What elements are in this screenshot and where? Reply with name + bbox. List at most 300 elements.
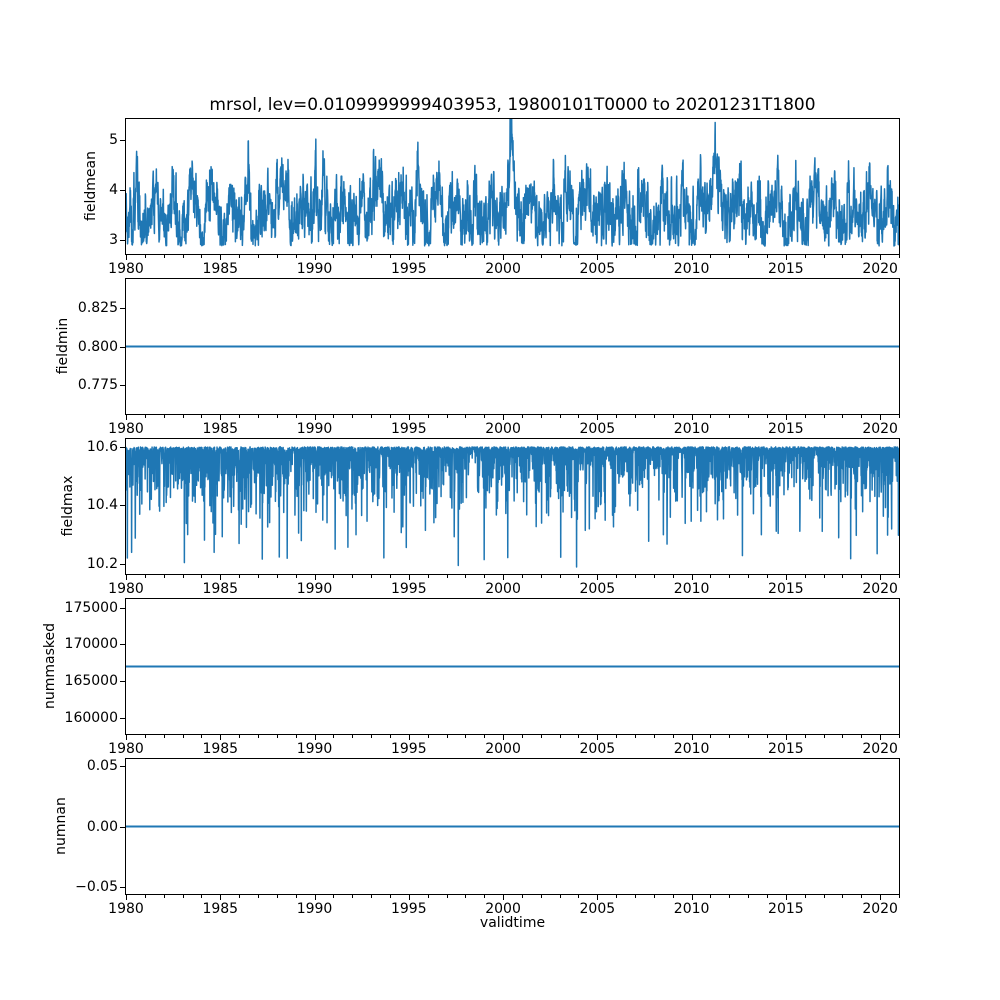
nummasked-series-line: [126, 599, 899, 734]
x-axis-minor-tick: [861, 575, 862, 578]
x-axis-minor-tick: [390, 255, 391, 258]
fieldmax-ylabel: fieldmax: [60, 475, 76, 537]
x-axis-minor-tick: [748, 735, 749, 738]
x-axis-minor-tick: [616, 895, 617, 898]
x-axis-minor-tick: [333, 415, 334, 418]
x-axis-minor-tick: [296, 575, 297, 578]
subplot-numnan-axes: [75, 757, 900, 917]
x-axis-minor-tick: [145, 575, 146, 578]
x-axis-major-tick: [315, 255, 316, 260]
y-tick-label: 170000: [64, 636, 118, 653]
x-tick-label: 2000: [485, 901, 521, 917]
y-axis-tick: [120, 718, 125, 719]
x-axis-minor-tick: [842, 415, 843, 418]
x-axis-major-tick: [315, 415, 316, 420]
x-axis-minor-tick: [541, 255, 542, 258]
x-axis-minor-tick: [352, 255, 353, 258]
x-axis-major-tick: [409, 735, 410, 740]
x-axis-major-tick: [786, 575, 787, 580]
x-axis-minor-tick: [616, 415, 617, 418]
x-axis-minor-tick: [352, 895, 353, 898]
x-axis-minor-tick: [428, 415, 429, 418]
y-tick-label: 10.6: [86, 438, 118, 455]
x-axis-minor-tick: [183, 735, 184, 738]
x-axis-minor-tick: [447, 415, 448, 418]
x-axis-minor-tick: [465, 415, 466, 418]
x-axis-minor-tick: [201, 735, 202, 738]
x-axis-minor-tick: [371, 415, 372, 418]
x-axis-major-tick: [880, 415, 881, 420]
x-axis-minor-tick: [578, 575, 579, 578]
x-tick-label: 1985: [202, 741, 239, 757]
x-axis-minor-tick: [673, 895, 674, 898]
x-tick-label: 2020: [862, 581, 898, 597]
x-axis-minor-tick: [673, 575, 674, 578]
x-axis-minor-tick: [654, 735, 655, 738]
x-tick-label: 2000: [485, 421, 521, 437]
x-axis-major-tick: [220, 255, 221, 260]
y-axis-tick: [120, 447, 125, 448]
x-axis-minor-tick: [239, 575, 240, 578]
x-axis-minor-tick: [824, 255, 825, 258]
x-axis-major-tick: [220, 735, 221, 740]
y-axis-tick: [120, 608, 125, 609]
x-axis-minor-tick: [578, 415, 579, 418]
x-axis-minor-tick: [560, 255, 561, 258]
x-axis-minor-tick: [616, 575, 617, 578]
x-axis-minor-tick: [258, 415, 259, 418]
x-axis-minor-tick: [748, 415, 749, 418]
x-tick-label: 1995: [390, 581, 427, 597]
x-axis-minor-tick: [277, 255, 278, 258]
x-axis-major-tick: [126, 575, 127, 580]
x-axis-minor-tick: [805, 895, 806, 898]
x-axis-major-tick: [692, 735, 693, 740]
x-axis-minor-tick: [522, 255, 523, 258]
x-tick-label: 2015: [768, 901, 804, 917]
x-axis-minor-tick: [390, 735, 391, 738]
y-tick-label: 0.775: [77, 376, 118, 393]
x-tick-label: 1990: [296, 261, 333, 277]
x-axis-minor-tick: [861, 415, 862, 418]
x-axis-major-tick: [220, 895, 221, 900]
x-tick-label: 1995: [390, 741, 427, 757]
x-axis-minor-tick: [447, 895, 448, 898]
x-axis-minor-tick: [899, 895, 900, 898]
x-axis-minor-tick: [277, 735, 278, 738]
y-axis-tick: [120, 140, 125, 141]
x-axis-minor-tick: [899, 255, 900, 258]
x-axis-major-tick: [315, 895, 316, 900]
x-axis-minor-tick: [635, 415, 636, 418]
x-axis-minor-tick: [842, 575, 843, 578]
x-axis-minor-tick: [277, 575, 278, 578]
x-tick-label: 2015: [768, 741, 804, 757]
x-tick-label: 1985: [202, 261, 239, 277]
x-axis-minor-tick: [654, 255, 655, 258]
y-tick-label: 5: [109, 132, 118, 148]
x-axis-major-tick: [692, 415, 693, 420]
x-tick-label: 2015: [768, 421, 804, 437]
subplot-fieldmax-axes: [86, 438, 900, 597]
x-axis-minor-tick: [277, 415, 278, 418]
x-tick-label: 2005: [579, 901, 616, 917]
x-axis-minor-tick: [428, 895, 429, 898]
x-tick-label: 2010: [673, 261, 710, 277]
x-axis-minor-tick: [824, 895, 825, 898]
x-axis-minor-tick: [465, 895, 466, 898]
x-axis-minor-tick: [767, 575, 768, 578]
x-axis-major-tick: [692, 255, 693, 260]
x-tick-label: 2005: [579, 581, 616, 597]
x-axis-major-tick: [126, 255, 127, 260]
x-tick-label: 1995: [390, 901, 427, 917]
x-axis-major-tick: [880, 735, 881, 740]
x-axis-minor-tick: [578, 895, 579, 898]
x-axis-major-tick: [597, 735, 598, 740]
x-axis-minor-tick: [296, 735, 297, 738]
x-tick-label: 2015: [768, 581, 804, 597]
fieldmin-series-line: [126, 279, 899, 414]
x-axis-major-tick: [880, 255, 881, 260]
numnan-ylabel: numnan: [53, 797, 69, 855]
x-axis-minor-tick: [842, 895, 843, 898]
subplot-fieldmin-axes: [77, 278, 900, 437]
x-axis-minor-tick: [164, 735, 165, 738]
x-tick-label: 2000: [485, 741, 521, 757]
x-axis-minor-tick: [296, 255, 297, 258]
x-axis-minor-tick: [616, 255, 617, 258]
x-axis-minor-tick: [484, 415, 485, 418]
x-axis-minor-tick: [710, 895, 711, 898]
nummasked-ylabel: nummasked: [42, 622, 58, 710]
x-axis-minor-tick: [805, 255, 806, 258]
y-axis-tick: [120, 827, 125, 828]
x-axis-major-tick: [503, 255, 504, 260]
y-axis-tick: [120, 347, 125, 348]
x-axis-minor-tick: [258, 255, 259, 258]
x-axis-minor-tick: [164, 415, 165, 418]
x-axis-minor-tick: [560, 575, 561, 578]
x-axis-major-tick: [126, 735, 127, 740]
x-axis-minor-tick: [239, 735, 240, 738]
x-axis-minor-tick: [447, 735, 448, 738]
x-axis-minor-tick: [654, 895, 655, 898]
x-tick-label: 2010: [673, 901, 710, 917]
x-axis-major-tick: [409, 575, 410, 580]
x-tick-label: 1980: [108, 901, 144, 917]
x-axis-minor-tick: [296, 895, 297, 898]
fieldmin-ylabel: fieldmin: [55, 317, 71, 375]
x-axis-minor-tick: [371, 735, 372, 738]
x-axis-minor-tick: [390, 895, 391, 898]
x-tick-label: 2015: [768, 261, 804, 277]
x-axis-minor-tick: [390, 415, 391, 418]
x-axis-major-tick: [409, 255, 410, 260]
x-axis-major-tick: [786, 895, 787, 900]
x-axis-minor-tick: [183, 255, 184, 258]
x-axis-minor-tick: [428, 735, 429, 738]
x-tick-label: 2010: [673, 741, 710, 757]
x-axis-minor-tick: [428, 255, 429, 258]
x-axis-minor-tick: [239, 255, 240, 258]
x-axis-major-tick: [597, 415, 598, 420]
x-axis-minor-tick: [352, 735, 353, 738]
x-tick-label: 1980: [108, 261, 144, 277]
x-axis-minor-tick: [484, 255, 485, 258]
numnan-series-line: [126, 759, 899, 894]
x-axis-minor-tick: [635, 575, 636, 578]
subplot-fieldmean-axes: [108, 118, 900, 277]
x-axis-minor-tick: [465, 255, 466, 258]
x-tick-label: 2020: [862, 261, 898, 277]
x-axis-minor-tick: [805, 415, 806, 418]
y-tick-label: 3: [109, 232, 118, 248]
x-axis-minor-tick: [767, 735, 768, 738]
x-axis-major-tick: [880, 895, 881, 900]
x-axis-minor-tick: [183, 575, 184, 578]
x-axis-minor-tick: [805, 575, 806, 578]
x-axis-minor-tick: [635, 255, 636, 258]
x-axis-minor-tick: [578, 255, 579, 258]
x-axis-minor-tick: [767, 895, 768, 898]
x-axis-minor-tick: [541, 415, 542, 418]
x-axis-major-tick: [786, 735, 787, 740]
x-tick-label: 1985: [202, 421, 239, 437]
x-tick-label: 2010: [673, 581, 710, 597]
x-axis-major-tick: [503, 735, 504, 740]
y-tick-label: 0.825: [77, 300, 118, 317]
x-axis-major-tick: [220, 415, 221, 420]
x-tick-label: 1995: [390, 261, 427, 277]
x-axis-minor-tick: [824, 735, 825, 738]
x-axis-minor-tick: [333, 255, 334, 258]
x-axis-minor-tick: [428, 575, 429, 578]
x-axis-major-tick: [597, 895, 598, 900]
x-tick-label: 1990: [296, 421, 333, 437]
x-axis-minor-tick: [390, 575, 391, 578]
y-axis-tick: [120, 766, 125, 767]
x-axis-major-tick: [503, 895, 504, 900]
x-axis-minor-tick: [258, 895, 259, 898]
x-tick-label: 1980: [108, 581, 144, 597]
x-axis-minor-tick: [710, 575, 711, 578]
x-axis-minor-tick: [861, 735, 862, 738]
x-axis-minor-tick: [729, 575, 730, 578]
x-axis-minor-tick: [899, 735, 900, 738]
x-tick-label: 2020: [862, 901, 898, 917]
y-tick-label: 165000: [64, 673, 118, 690]
y-axis-tick: [120, 564, 125, 565]
y-axis-tick: [120, 385, 125, 386]
x-tick-label: 2005: [579, 421, 616, 437]
x-axis-major-tick: [597, 255, 598, 260]
x-axis-minor-tick: [522, 575, 523, 578]
y-axis-tick: [120, 190, 125, 191]
x-axis-minor-tick: [729, 895, 730, 898]
y-tick-label: 10.2: [86, 556, 118, 573]
y-tick-label: 175000: [64, 599, 118, 616]
x-axis-major-tick: [409, 895, 410, 900]
x-axis-minor-tick: [484, 895, 485, 898]
x-axis-minor-tick: [710, 735, 711, 738]
x-axis-minor-tick: [861, 255, 862, 258]
x-axis-minor-tick: [729, 255, 730, 258]
y-tick-label: 4: [109, 182, 118, 198]
x-axis-minor-tick: [296, 415, 297, 418]
x-axis-minor-tick: [145, 735, 146, 738]
y-axis-tick: [120, 681, 125, 682]
x-axis-minor-tick: [673, 735, 674, 738]
x-axis-minor-tick: [861, 895, 862, 898]
x-axis-minor-tick: [824, 575, 825, 578]
x-axis-minor-tick: [748, 895, 749, 898]
x-axis-major-tick: [786, 255, 787, 260]
x-axis-major-tick: [692, 895, 693, 900]
x-axis-minor-tick: [371, 255, 372, 258]
x-axis-minor-tick: [145, 895, 146, 898]
x-axis-minor-tick: [145, 255, 146, 258]
x-axis-minor-tick: [447, 255, 448, 258]
x-axis-minor-tick: [522, 415, 523, 418]
x-axis-minor-tick: [899, 415, 900, 418]
x-axis-major-tick: [880, 575, 881, 580]
x-axis-minor-tick: [465, 735, 466, 738]
x-axis-label: validtime: [479, 915, 546, 931]
x-tick-label: 1985: [202, 901, 239, 917]
x-axis-minor-tick: [201, 895, 202, 898]
x-tick-label: 1990: [296, 581, 333, 597]
x-axis-minor-tick: [258, 735, 259, 738]
fieldmean-ylabel: fieldmean: [83, 151, 99, 221]
x-axis-minor-tick: [239, 895, 240, 898]
x-axis-minor-tick: [767, 255, 768, 258]
x-tick-label: 1990: [296, 901, 333, 917]
x-tick-label: 1990: [296, 741, 333, 757]
x-tick-label: 1985: [202, 581, 239, 597]
x-axis-major-tick: [315, 575, 316, 580]
x-tick-label: 2005: [579, 741, 616, 757]
x-axis-major-tick: [409, 415, 410, 420]
x-tick-label: 1980: [108, 741, 144, 757]
x-axis-minor-tick: [673, 415, 674, 418]
x-axis-minor-tick: [352, 415, 353, 418]
x-axis-minor-tick: [352, 575, 353, 578]
x-axis-major-tick: [126, 895, 127, 900]
x-tick-label: 2005: [579, 261, 616, 277]
x-axis-minor-tick: [239, 415, 240, 418]
x-axis-minor-tick: [541, 735, 542, 738]
y-tick-label: 0.05: [86, 757, 118, 774]
y-axis-tick: [120, 308, 125, 309]
x-axis-minor-tick: [635, 735, 636, 738]
x-axis-minor-tick: [710, 255, 711, 258]
x-axis-major-tick: [220, 575, 221, 580]
x-axis-minor-tick: [522, 735, 523, 738]
x-axis-minor-tick: [201, 415, 202, 418]
x-axis-minor-tick: [748, 255, 749, 258]
x-axis-minor-tick: [654, 575, 655, 578]
x-axis-minor-tick: [371, 895, 372, 898]
fieldmax-series-line: [126, 439, 899, 574]
y-axis-tick: [120, 887, 125, 888]
x-axis-minor-tick: [541, 575, 542, 578]
x-axis-major-tick: [126, 415, 127, 420]
x-axis-major-tick: [503, 415, 504, 420]
x-axis-major-tick: [503, 575, 504, 580]
y-tick-label: 160000: [64, 709, 118, 726]
y-tick-label: 0.00: [86, 818, 118, 835]
x-axis-minor-tick: [164, 255, 165, 258]
x-axis-minor-tick: [277, 895, 278, 898]
y-axis-tick: [120, 505, 125, 506]
x-axis-minor-tick: [767, 415, 768, 418]
x-axis-minor-tick: [484, 575, 485, 578]
x-axis-minor-tick: [842, 735, 843, 738]
x-tick-label: 2000: [485, 261, 521, 277]
x-axis-minor-tick: [748, 575, 749, 578]
x-axis-minor-tick: [183, 895, 184, 898]
x-axis-major-tick: [692, 575, 693, 580]
x-axis-minor-tick: [899, 575, 900, 578]
x-axis-minor-tick: [578, 735, 579, 738]
x-axis-minor-tick: [465, 575, 466, 578]
x-tick-label: 2020: [862, 421, 898, 437]
x-axis-minor-tick: [729, 415, 730, 418]
y-tick-label: −0.05: [75, 879, 118, 896]
y-axis-tick: [120, 644, 125, 645]
x-axis-minor-tick: [201, 575, 202, 578]
x-axis-minor-tick: [258, 575, 259, 578]
x-axis-minor-tick: [824, 415, 825, 418]
x-axis-minor-tick: [164, 575, 165, 578]
x-axis-minor-tick: [635, 895, 636, 898]
x-tick-label: 1980: [108, 421, 144, 437]
x-axis-major-tick: [786, 415, 787, 420]
x-axis-minor-tick: [541, 895, 542, 898]
x-tick-label: 2010: [673, 421, 710, 437]
subplot-nummasked-axes: [64, 598, 900, 757]
y-axis-tick: [120, 240, 125, 241]
x-axis-minor-tick: [522, 895, 523, 898]
figure-title: mrsol, lev=0.0109999999403953, 19800101T0000 to 20201231T1800: [209, 95, 816, 115]
x-axis-minor-tick: [201, 255, 202, 258]
x-axis-minor-tick: [805, 735, 806, 738]
x-axis-major-tick: [597, 575, 598, 580]
x-tick-label: 2020: [862, 741, 898, 757]
x-axis-minor-tick: [616, 735, 617, 738]
x-axis-minor-tick: [710, 415, 711, 418]
x-axis-minor-tick: [333, 735, 334, 738]
x-tick-label: 1995: [390, 421, 427, 437]
x-axis-minor-tick: [371, 575, 372, 578]
x-axis-minor-tick: [333, 895, 334, 898]
x-axis-minor-tick: [560, 735, 561, 738]
y-tick-label: 10.4: [86, 497, 118, 514]
x-axis-minor-tick: [560, 895, 561, 898]
x-axis-major-tick: [315, 735, 316, 740]
x-axis-minor-tick: [560, 415, 561, 418]
x-axis-minor-tick: [673, 255, 674, 258]
x-axis-minor-tick: [333, 575, 334, 578]
fieldmean-series-line: [126, 119, 899, 254]
y-tick-label: 0.800: [77, 338, 118, 355]
x-axis-minor-tick: [484, 735, 485, 738]
x-axis-minor-tick: [447, 575, 448, 578]
x-axis-minor-tick: [145, 415, 146, 418]
x-axis-minor-tick: [729, 735, 730, 738]
x-axis-minor-tick: [654, 415, 655, 418]
